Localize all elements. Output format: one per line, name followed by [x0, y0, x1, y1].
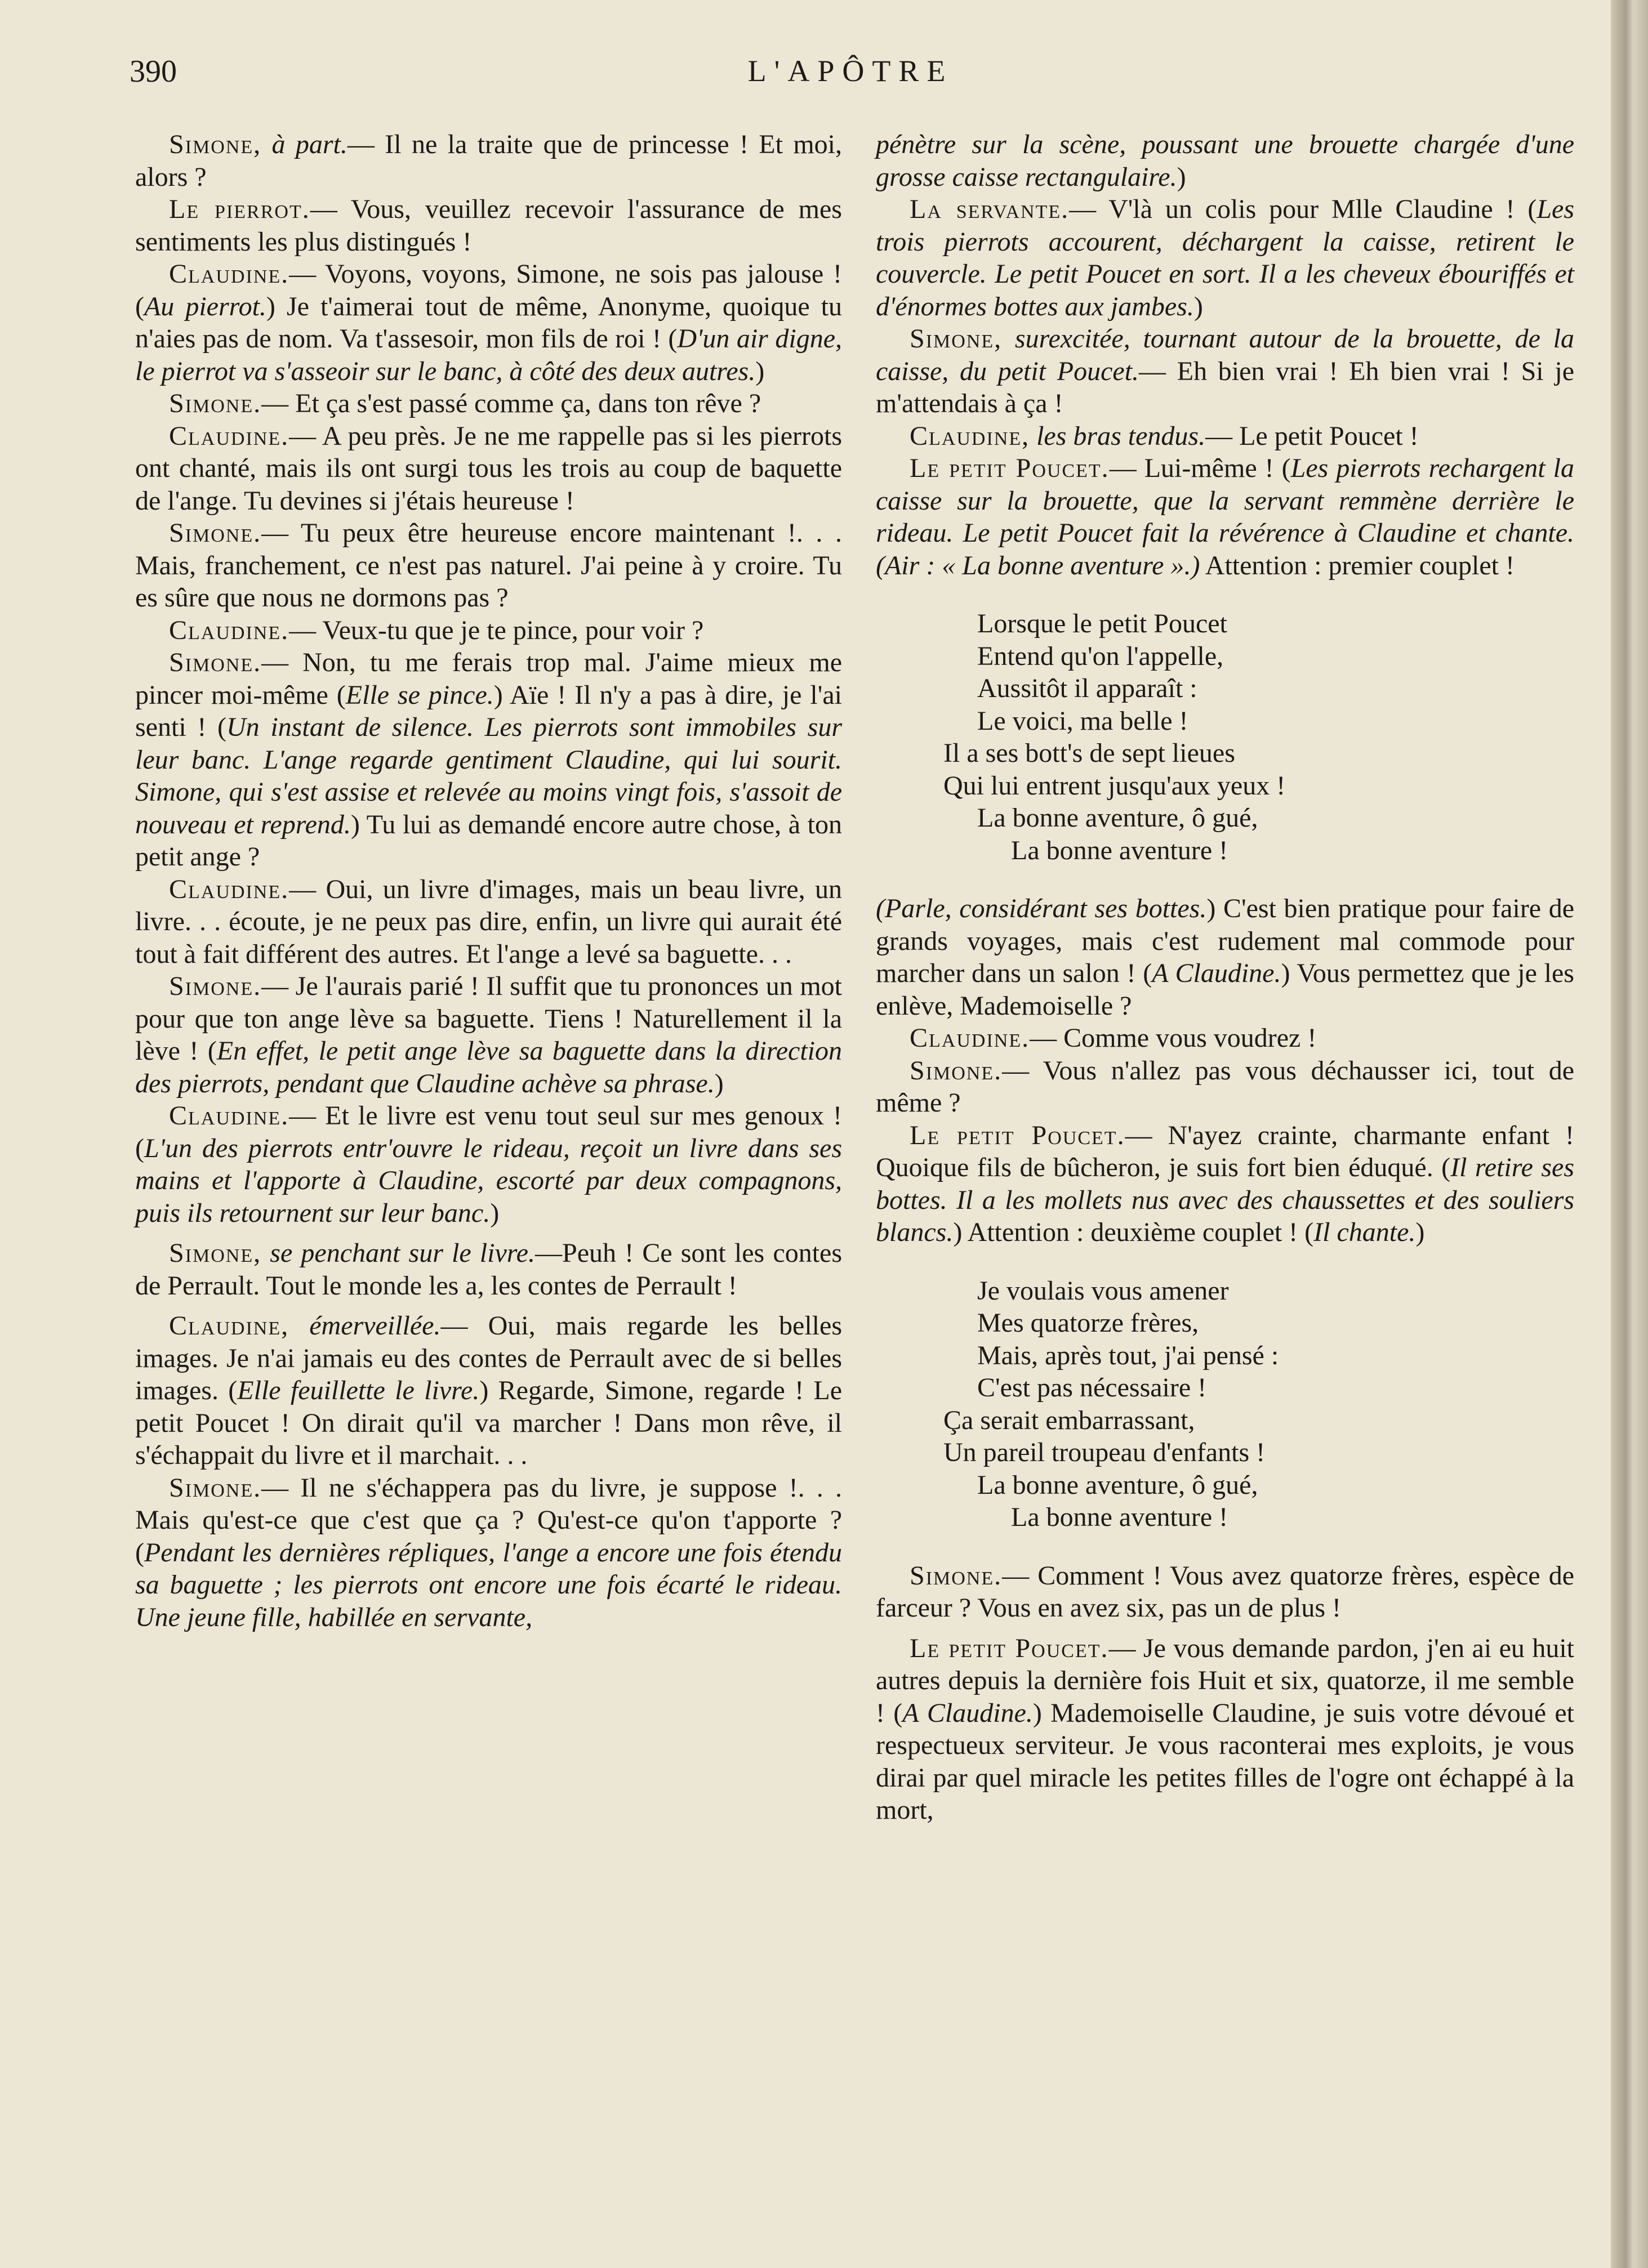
speaker-name: Simone,	[169, 130, 262, 159]
stage-direction: pénètre sur la scène, poussant une brouette chargée d'une grosse caisse rectangulaire.	[876, 130, 1574, 192]
speaker-name: Simone.	[169, 648, 262, 677]
dialogue-text	[261, 130, 271, 159]
verse-line: Qui lui entrent jusqu'aux yeux !	[943, 770, 1286, 801]
speaker-name: Claudine,	[169, 1311, 289, 1341]
dialogue-text	[261, 1238, 270, 1268]
stage-direction: Il retire ses bottes. Il a les mollets nus avec des chaussettes et des souliers blancs.	[876, 1153, 1574, 1247]
speaker-name: Simone.	[169, 389, 262, 418]
stage-direction: Il chante.	[1313, 1217, 1416, 1247]
dialogue-paragraph	[876, 1119, 1574, 1249]
dialogue-text: — Et le livre est venu tout seul sur mes genoux ! (	[135, 1101, 842, 1163]
stage-direction: les bras tendus.	[1036, 421, 1206, 451]
speaker-name: Simone.	[169, 971, 262, 1001]
dialogue-paragraph	[876, 323, 1574, 420]
verse-line: Entend qu'on l'appelle,	[977, 641, 1224, 671]
speaker-name: Claudine.	[169, 874, 289, 904]
speaker-name: Simone,	[910, 324, 1003, 354]
dialogue-text: — Le petit Poucet !	[1205, 421, 1419, 451]
dialogue-text	[289, 1311, 309, 1341]
dialogue-text: — Veux-tu que je te pince, pour voir ?	[289, 615, 704, 645]
dialogue-text: — Il ne la traite que de princesse ! Et moi, alors ?	[135, 130, 842, 192]
stage-direction: à part.	[271, 130, 348, 159]
stage-direction: Les pierrots rechargent la caisse sur la brouette, que la servant remmène derrière le rideau. Le petit Poucet fait la révérence à Claudine et chante. (Air : « La bonne aventure ».)	[876, 453, 1574, 581]
dialogue-text: ) Je t'aimerai tout de même, Anonyme, quoique tu n'aies pas de nom. Va t'assesoir, mon fils de roi ! (	[135, 291, 843, 354]
dialogue-text: — Je vous demande pardon, j'en ai eu huit autres depuis la dernière fois Huit et six, quatorze, il me semble ! (	[876, 1633, 1574, 1728]
dialogue-text: Attention : premier couplet !	[1200, 550, 1515, 581]
dialogue-text: — N'ayez crainte, charmante enfant ! Quoique fils de bûcheron, je suis fort bien éduqué. (	[876, 1120, 1574, 1182]
dialogue-paragraph	[135, 1472, 842, 1634]
stage-direction: Un instant de silence. Les pierrots sont immobiles sur leur banc. L'ange regarde gentiment Claudine, qui lui sourit. Simone, qui s'est assise et relevée au moins vingt fois, s'assoit de nouveau et reprend.	[135, 712, 843, 840]
stage-direction: surexcitée, tournant autour de la brouette, de la caisse, du petit Poucet.	[876, 324, 1575, 386]
dialogue-text: ) Aïe ! Il n'y a pas à dire, je l'ai senti ! (	[135, 680, 842, 742]
stage-direction: A Claudine.	[1152, 958, 1281, 988]
verse-line: La bonne aventure !	[1011, 835, 1228, 865]
dialogue-text	[1002, 324, 1015, 354]
dialogue-paragraph	[135, 1100, 842, 1229]
stage-direction: D'un air digne, le pierrot va s'asseoir sur le banc, à côté des deux autres.	[135, 324, 842, 386]
dialogue-text: — Eh bien vrai ! Eh bien vrai ! Si je m'attendais à ça !	[876, 356, 1574, 418]
speaker-name: Claudine.	[169, 1101, 289, 1131]
dialogue-text	[1030, 421, 1036, 451]
dialogue-text: — Lui-même ! (	[1109, 453, 1291, 483]
dialogue-text: )	[1193, 291, 1203, 322]
dialogue-paragraph	[135, 517, 842, 614]
dialogue-text: ) C'est bien pratique pour faire de grands voyages, mais c'est rudement mal commode pour marcher dans un salon ! (	[876, 894, 1575, 988]
dialogue-paragraph	[135, 193, 842, 258]
page-number: 390	[130, 54, 177, 89]
running-title: L'APÔTRE	[747, 54, 954, 88]
dialogue-paragraph	[876, 1022, 1574, 1055]
dialogue-text: — V'là un colis pour Mlle Claudine ! (	[1069, 194, 1537, 224]
dialogue-text: ) Mademoiselle Claudine, je suis votre dévoué et respectueux serviteur. Je vous raconterai mes exploits, je vous dirai par quel miracle les petites filles de l'ogre ont échappé à la mort,	[876, 1698, 1574, 1825]
dialogue-text: — Tu peux être heureuse encore maintenant !. . . Mais, franchement, ce n'est pas naturel. J'ai peine à y croire. Tu es sûre que nous ne dormons pas ?	[135, 518, 842, 613]
verse-line: Un pareil troupeau d'enfants !	[943, 1437, 1266, 1467]
verse-line: Aussitôt il apparaît :	[977, 673, 1197, 703]
dialogue-text: )	[714, 1068, 724, 1099]
verse-line: Le voici, ma belle !	[977, 706, 1188, 736]
right-text-column	[876, 128, 1574, 1827]
dialogue-paragraph	[876, 892, 1574, 1022]
dialogue-text: )	[1415, 1217, 1425, 1247]
dialogue-paragraph	[135, 970, 842, 1100]
dialogue-text: — Et ça s'est passé comme ça, dans ton rêve ?	[261, 389, 761, 418]
dialogue-paragraph	[135, 258, 842, 387]
dialogue-text: )	[755, 356, 765, 386]
dialogue-paragraph	[876, 128, 1574, 193]
dialogue-text: — Il ne s'échappera pas du livre, je suppose !. . . Mais qu'est-ce que c'est que ça ? Qu'est-ce qu'on t'apporte ? (	[135, 1472, 842, 1568]
dialogue-text: )	[1177, 162, 1186, 192]
dialogue-text: — Oui, mais regarde les belles images. Je n'ai jamais eu des contes de Perrault avec de si belles images. (	[135, 1311, 842, 1405]
dialogue-text: ) Attention : deuxième couplet ! (	[953, 1217, 1314, 1247]
dialogue-text: ) Vous permettez que je les enlève, Mademoiselle ?	[876, 958, 1574, 1021]
dialogue-paragraph	[876, 1560, 1574, 1624]
verse-line: La bonne aventure !	[1011, 1502, 1228, 1532]
dialogue-text: — Comme vous voudrez !	[1030, 1023, 1317, 1053]
dialogue-text: — Vous n'allez pas vous déchausser ici, tout de même ?	[876, 1055, 1574, 1118]
song-verse	[876, 608, 1574, 867]
dialogue-text: — Voyons, voyons, Simone, ne sois pas jalouse ! (	[135, 259, 842, 322]
stage-direction: Elle se pince.	[345, 680, 494, 710]
stage-direction: En effet, le petit ange lève sa baguette dans la direction des pierrots, pendant que Claudine achève sa phrase.	[135, 1036, 843, 1099]
dialogue-text: — A peu près. Je ne me rappelle pas si les pierrots ont chanté, mais ils ont surgi tous les trois au coup de baquette de l'ange. Tu devines si j'étais heureuse !	[135, 421, 842, 516]
dialogue-paragraph	[135, 128, 842, 193]
song-verse	[876, 1275, 1574, 1534]
dialogue-paragraph	[135, 1310, 842, 1472]
dialogue-paragraph	[135, 873, 842, 971]
stage-direction: L'un des pierrots entr'ouvre le rideau, reçoit un livre dans ses mains et l'apporte à Claudine, escorté par deux compagnons, puis ils retournent sur leur banc.	[135, 1133, 842, 1228]
verse-line: Lorsque le petit Poucet	[977, 609, 1227, 639]
speaker-name: Claudine.	[169, 615, 289, 645]
speaker-name: Le petit Poucet.	[910, 453, 1110, 483]
dialogue-paragraph	[876, 1055, 1574, 1119]
verse-line: La bonne aventure, ô gué,	[977, 1470, 1258, 1500]
dialogue-text: — Je l'aurais parié ! Il suffit que tu prononces un mot pour que ton ange lève sa baguette. Tiens ! Naturellement il la lève ! (	[135, 971, 842, 1066]
page-edge-binding	[1611, 0, 1648, 2268]
dialogue-paragraph	[876, 1632, 1574, 1827]
stage-direction: Pendant les dernières répliques, l'ange a encore une fois étendu sa baguette ; les pierrots ont encore une fois écarté le rideau. Une jeune fille, habillée en servante,	[135, 1537, 842, 1632]
dialogue-text: — Comment ! Vous avez quatorze frères, espèce de farceur ? Vous en avez six, pas un de plus !	[876, 1560, 1574, 1623]
dialogue-text: ) Tu lui as demandé encore autre chose, à ton petit ange ?	[135, 809, 842, 872]
speaker-name: Le petit Poucet.	[910, 1120, 1125, 1150]
speaker-name: La servante.	[910, 194, 1070, 224]
dialogue-paragraph	[135, 387, 842, 420]
speaker-name: Claudine.	[169, 421, 289, 451]
dialogue-text: — Oui, un livre d'images, mais un beau livre, un livre. . . écoute, je ne peux pas dire, enfin, un livre qui aurait été tout à fait différent des autres. Et l'ange a levé sa baguette. . .	[135, 874, 842, 969]
dialogue-text: —Peuh ! Ce sont les contes de Perrault. Tout le monde les a, les contes de Perrault !	[135, 1238, 843, 1301]
stage-direction: se penchant sur le livre.	[270, 1238, 535, 1268]
dialogue-text: — Non, tu me ferais trop mal. J'aime mieux me pincer moi-même (	[135, 648, 842, 710]
verse-line: La bonne aventure, ô gué,	[977, 803, 1258, 833]
speaker-name: Simone.	[910, 1055, 1003, 1086]
verse-line: C'est pas nécessaire !	[977, 1373, 1207, 1403]
speaker-name: Simone.	[169, 1472, 262, 1503]
dialogue-text: ) Regarde, Simone, regarde ! Le petit Poucet ! On dirait qu'il va marcher ! Dans mon rêve, il s'échappait du livre et il marchait. . .	[135, 1376, 843, 1470]
dialogue-paragraph	[135, 646, 842, 873]
stage-direction: émerveillée.	[309, 1311, 441, 1341]
speaker-name: Claudine.	[910, 1023, 1030, 1053]
speaker-name: Le pierrot.	[169, 194, 310, 224]
speaker-name: Simone,	[169, 1238, 262, 1268]
stage-direction: A Claudine.	[902, 1698, 1033, 1728]
speaker-name: Simone.	[910, 1560, 1003, 1591]
dialogue-text: )	[490, 1198, 500, 1228]
speaker-name: Claudine.	[169, 259, 289, 289]
verse-line: Il a ses bott's de sept lieues	[943, 738, 1235, 768]
verse-line: Je voulais vous amener	[977, 1275, 1229, 1306]
dialogue-paragraph	[876, 452, 1574, 582]
speaker-name: Claudine,	[910, 421, 1030, 451]
left-text-column	[135, 128, 842, 1633]
speaker-name: Simone.	[169, 518, 262, 548]
page-header	[130, 53, 1571, 99]
stage-direction: Au pierrot.	[144, 291, 266, 322]
dialogue-paragraph	[876, 193, 1574, 323]
dialogue-paragraph	[135, 1237, 842, 1302]
stage-direction: (Parle, considérant ses bottes.	[876, 894, 1207, 923]
speaker-name: Le petit Poucet.	[910, 1633, 1109, 1663]
dialogue-paragraph	[135, 614, 842, 647]
dialogue-paragraph	[876, 420, 1574, 453]
verse-line: Mes quatorze frères,	[977, 1308, 1199, 1338]
stage-direction: Elle feuillette le livre.	[237, 1376, 480, 1405]
dialogue-paragraph	[135, 420, 842, 517]
verse-line: Ça serait embarrassant,	[943, 1405, 1195, 1435]
verse-line: Mais, après tout, j'ai pensé :	[977, 1340, 1279, 1370]
stage-direction: Les trois pierrots accourent, déchargent la caisse, retirent le couvercle. Le petit Poucet en sort. Il a les cheveux ébouriffés et d'énormes bottes aux jambes.	[876, 194, 1574, 322]
dialogue-text: — Vous, veuillez recevoir l'assurance de mes sentiments les plus distingués !	[135, 194, 842, 257]
